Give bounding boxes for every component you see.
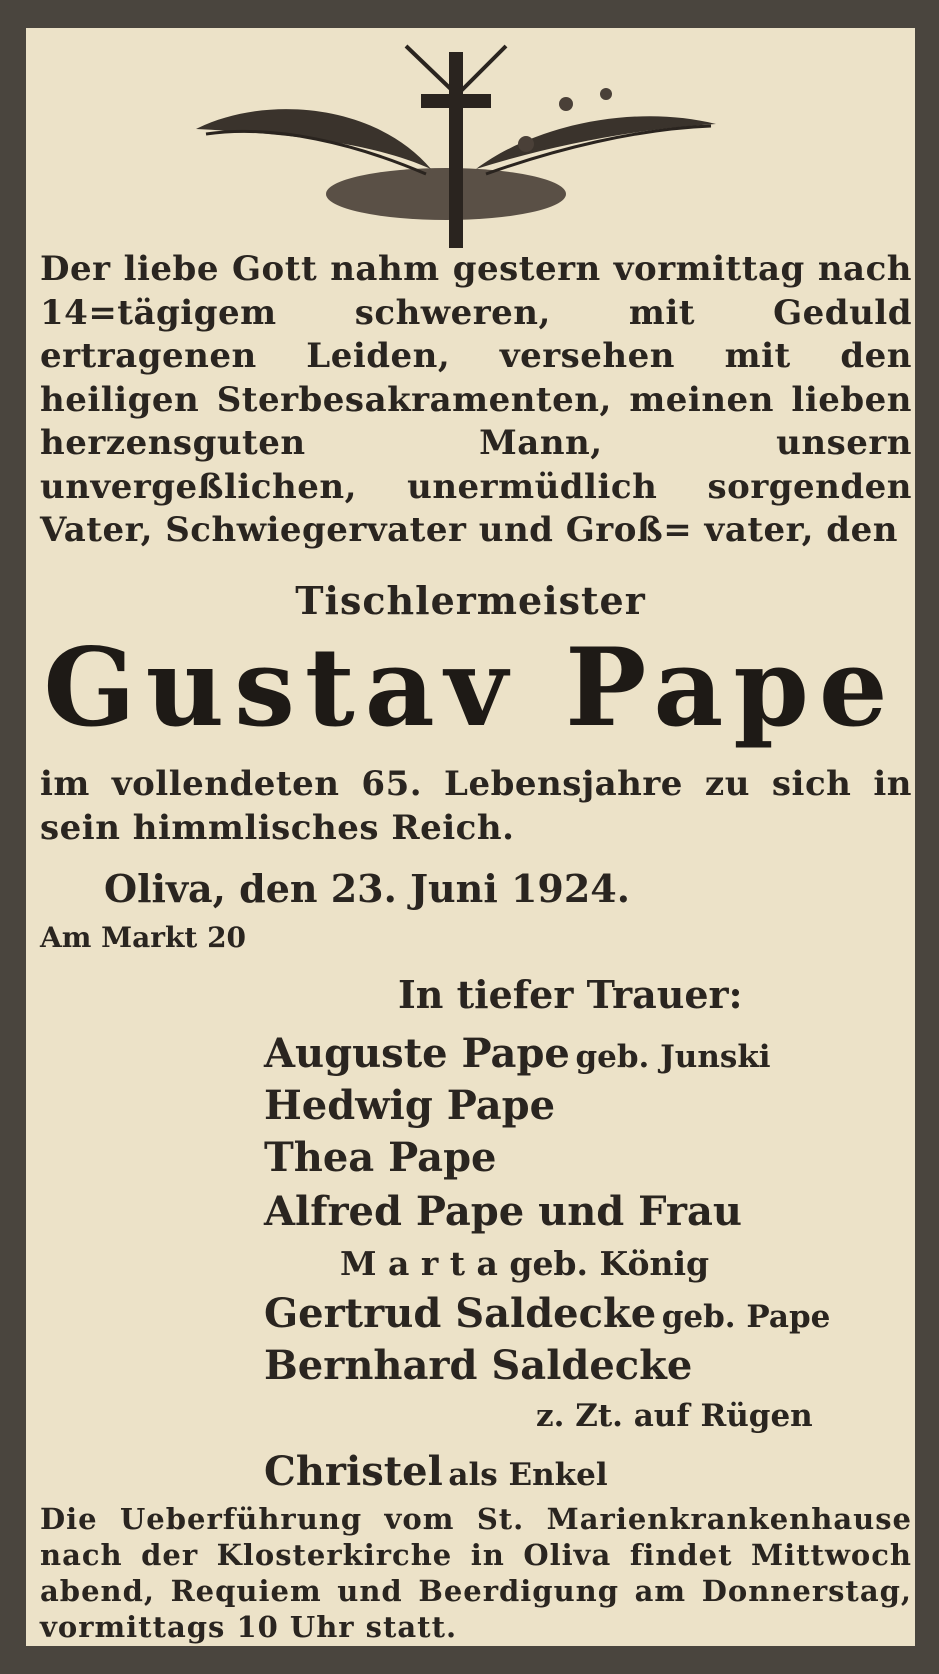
cross-palm-emblem-icon [176,34,756,254]
obituary-notice [26,28,915,1646]
mourner-bernhard: Bernhard Saldecke [264,1342,693,1389]
profession-title: Tischlermeister [295,578,646,623]
mourner-alfred: Alfred Pape und Frau [264,1188,742,1235]
mourner-hedwig: Hedwig Pape [264,1082,556,1129]
age-paragraph: im vollendeten 65. Lebensjahre zu sich in sein himmlisches Reich. [40,764,912,848]
mourner-note: als Enkel [448,1457,608,1493]
place-date: Oliva, den 23. Juni 1924. [104,866,630,911]
mourner-note: geb. Junski [575,1039,771,1075]
mourner-marta: M a r t a geb. König [340,1244,710,1283]
funeral-details: Die Ueberführung vom St. Marienkrankenhause nach der Klosterkirche in Oliva findet Mittwoch abend, Requiem und Beerdigung am Donnerstag, vormittags 10 Uhr statt. [40,1502,912,1644]
mourner-christel [264,1448,608,1495]
mourner-name: Christel [264,1448,443,1495]
mourner-name: Auguste Pape [264,1030,570,1077]
mourner-auguste [264,1030,771,1077]
mourner-note: geb. Pape [661,1299,831,1335]
mourner-bernhard-note: z. Zt. auf Rügen [536,1398,813,1434]
mourner-name: Gertrud Saldecke [264,1290,657,1337]
intro-paragraph: Der liebe Gott nahm gestern vormittag nach 14=tägigem schweren, mit Geduld ertragenen Leiden, versehen mit den heiligen Sterbesakramenten, meinen lieben herzensguten Mann, unsern unvergeßlichen, unermüdlich sorgenden Vater, Schwiegervater und Groß= vater, den [40,249,912,550]
mourner-gertrud [264,1290,830,1337]
mourning-heading: In tiefer Trauer: [398,972,743,1017]
mourner-thea: Thea Pape [264,1134,497,1181]
deceased-name: Gustav Pape [43,625,898,751]
address: Am Markt 20 [40,921,247,954]
